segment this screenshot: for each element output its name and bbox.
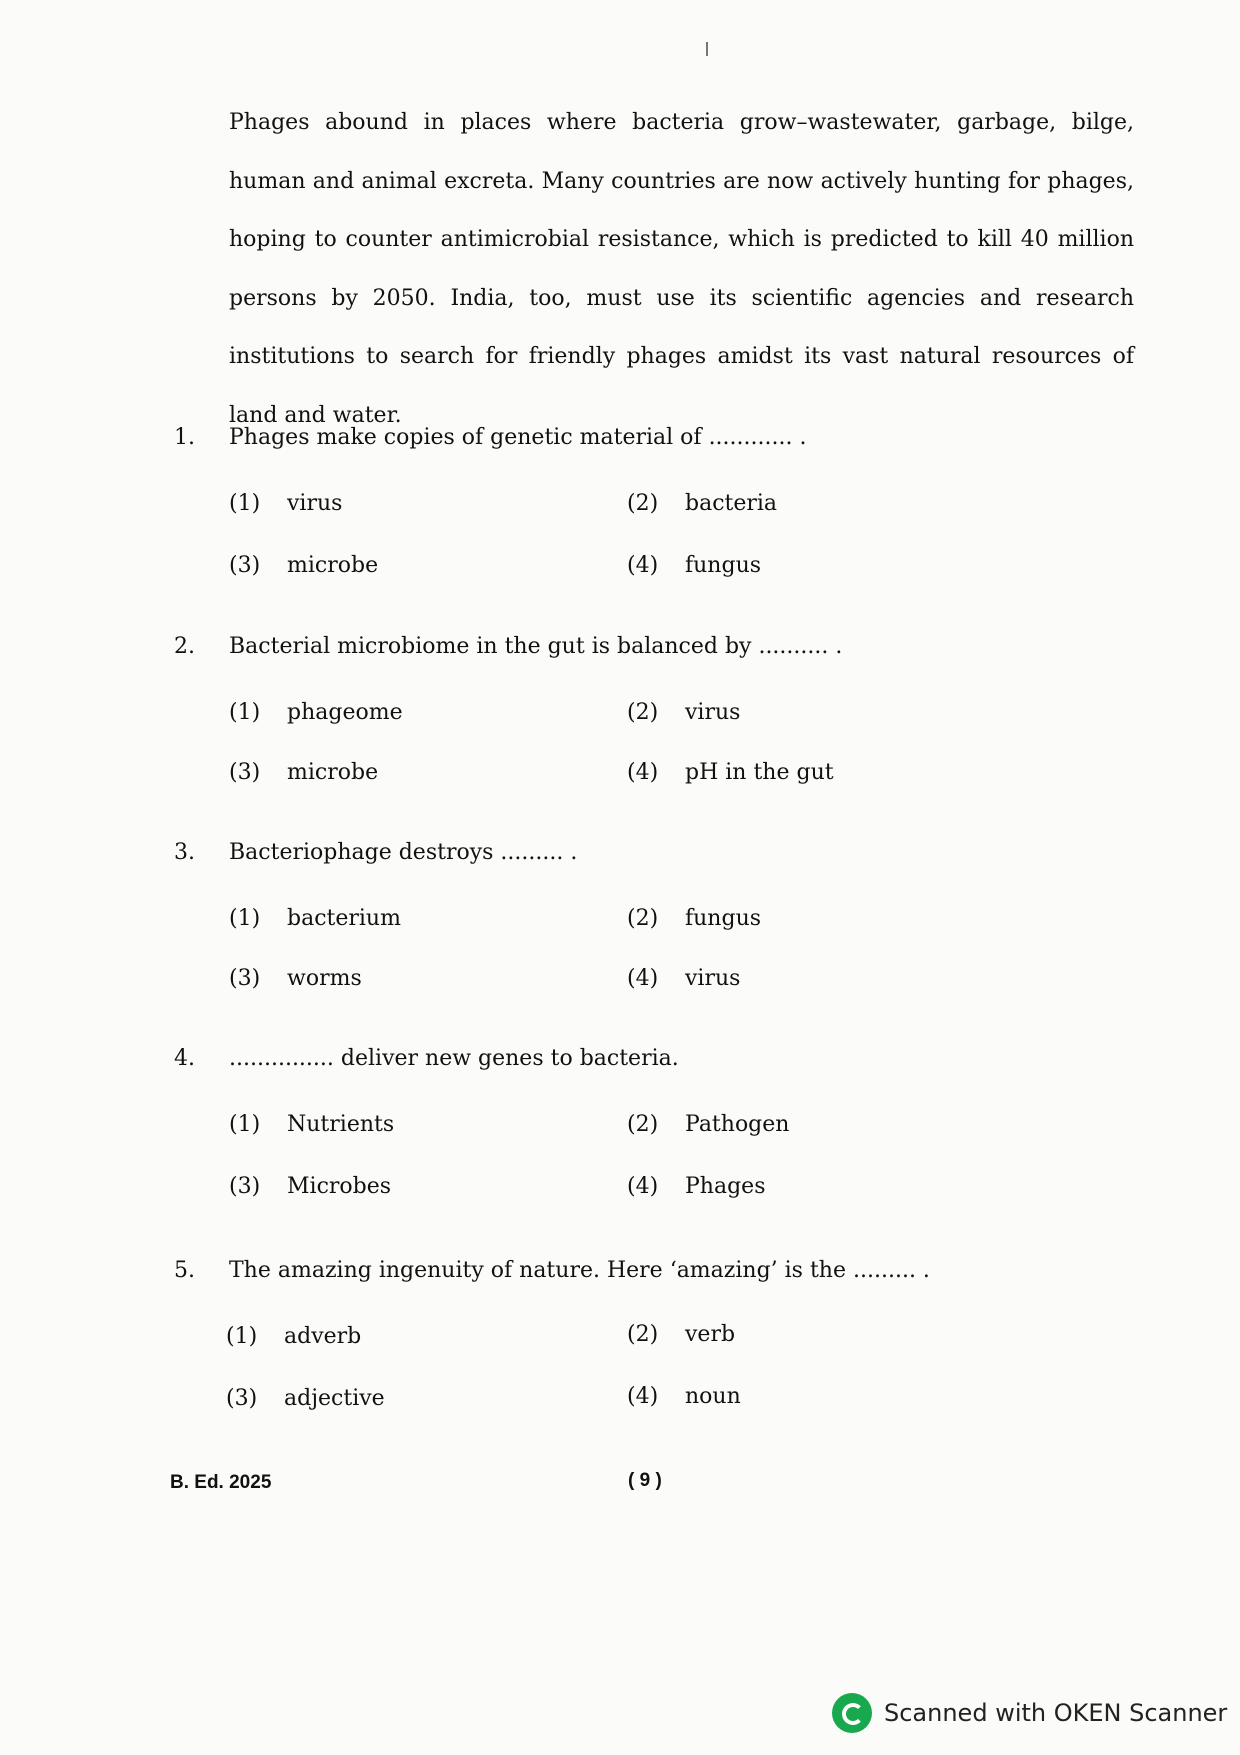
option-text: virus — [287, 491, 343, 516]
option-text: fungus — [685, 906, 762, 931]
option-text: phageome — [287, 700, 403, 725]
option-text: Phages — [685, 1174, 766, 1199]
option-number: (3) — [229, 966, 261, 991]
question-number: 2. — [174, 634, 195, 659]
question-text: Bacterial microbiome in the gut is balanced by .......... . — [229, 634, 843, 659]
option-text: adverb — [284, 1324, 362, 1349]
option-number: (2) — [627, 491, 659, 516]
option-3 — [226, 1386, 385, 1411]
option-text: fungus — [685, 553, 762, 578]
option-number: (1) — [229, 491, 261, 516]
option-number: (1) — [229, 906, 261, 931]
option-text: virus — [685, 700, 741, 725]
option-text: Pathogen — [685, 1112, 790, 1137]
page-number: ( 9 ) — [628, 1470, 662, 1491]
option-number: (4) — [627, 760, 659, 785]
option-text: adjective — [284, 1386, 385, 1411]
option-text: bacterium — [287, 906, 401, 931]
option-number: (3) — [229, 760, 261, 785]
option-3 — [229, 553, 378, 578]
option-number: (1) — [229, 700, 261, 725]
option-number: (2) — [627, 906, 659, 931]
question-number: 3. — [174, 840, 195, 865]
question-text: Phages make copies of genetic material of ............ . — [229, 425, 807, 450]
option-text: verb — [685, 1322, 736, 1347]
question-text: Bacteriophage destroys ......... . — [229, 840, 578, 865]
option-number: (2) — [627, 1322, 659, 1347]
option-2 — [627, 906, 761, 931]
option-4 — [627, 553, 761, 578]
option-2 — [627, 491, 777, 516]
option-text: virus — [685, 966, 741, 991]
scanner-watermark-text: Scanned with OKEN Scanner — [884, 1699, 1228, 1727]
option-number: (3) — [229, 1174, 261, 1199]
option-text: microbe — [287, 553, 379, 578]
option-1 — [229, 491, 342, 516]
option-1 — [229, 700, 403, 725]
option-text: Nutrients — [287, 1112, 395, 1137]
reading-passage: Phages abound in places where bacteria grow–wastewater, garbage, bilge, human and animal excreta. Many countries are now actively hunting for phages, hoping to counter antimicrobial resistance, which is predicted to kill 40 million persons by 2050. India, too, must use its scientific agencies and research institutions to search for friendly phages amidst its vast natural resources of land and water. — [229, 110, 1134, 428]
option-number: (4) — [627, 553, 659, 578]
option-number: (4) — [627, 1384, 659, 1409]
oken-scanner-logo-icon — [832, 1693, 872, 1733]
option-number: (2) — [627, 700, 659, 725]
option-text: microbe — [287, 760, 379, 785]
option-number: (2) — [627, 1112, 659, 1137]
exam-code: B. Ed. 2025 — [170, 1472, 272, 1493]
option-3 — [229, 966, 362, 991]
question-number: 4. — [174, 1046, 195, 1071]
option-4 — [627, 966, 740, 991]
option-2 — [627, 1322, 735, 1347]
question-number: 1. — [174, 425, 195, 450]
option-4 — [627, 1384, 741, 1409]
option-number: (3) — [226, 1386, 258, 1411]
option-1 — [229, 1112, 394, 1137]
option-text: pH in the gut — [685, 760, 834, 785]
option-number: (1) — [226, 1324, 258, 1349]
scan-mark — [706, 42, 708, 56]
option-text: bacteria — [685, 491, 778, 516]
question-number: 5. — [174, 1258, 195, 1283]
option-3 — [229, 760, 378, 785]
option-3 — [229, 1174, 391, 1199]
option-1 — [226, 1324, 361, 1349]
option-2 — [627, 700, 740, 725]
option-text: noun — [685, 1384, 741, 1409]
option-4 — [627, 760, 834, 785]
option-number: (1) — [229, 1112, 261, 1137]
question-text: The amazing ingenuity of nature. Here ‘amazing’ is the ......... . — [229, 1258, 930, 1283]
scanner-watermark — [832, 1693, 1227, 1733]
option-1 — [229, 906, 401, 931]
option-text: worms — [287, 966, 362, 991]
option-number: (4) — [627, 1174, 659, 1199]
option-number: (3) — [229, 553, 261, 578]
option-number: (4) — [627, 966, 659, 991]
option-4 — [627, 1174, 765, 1199]
option-2 — [627, 1112, 789, 1137]
question-text: ............... deliver new genes to bacteria. — [229, 1046, 679, 1071]
option-text: Microbes — [287, 1174, 392, 1199]
